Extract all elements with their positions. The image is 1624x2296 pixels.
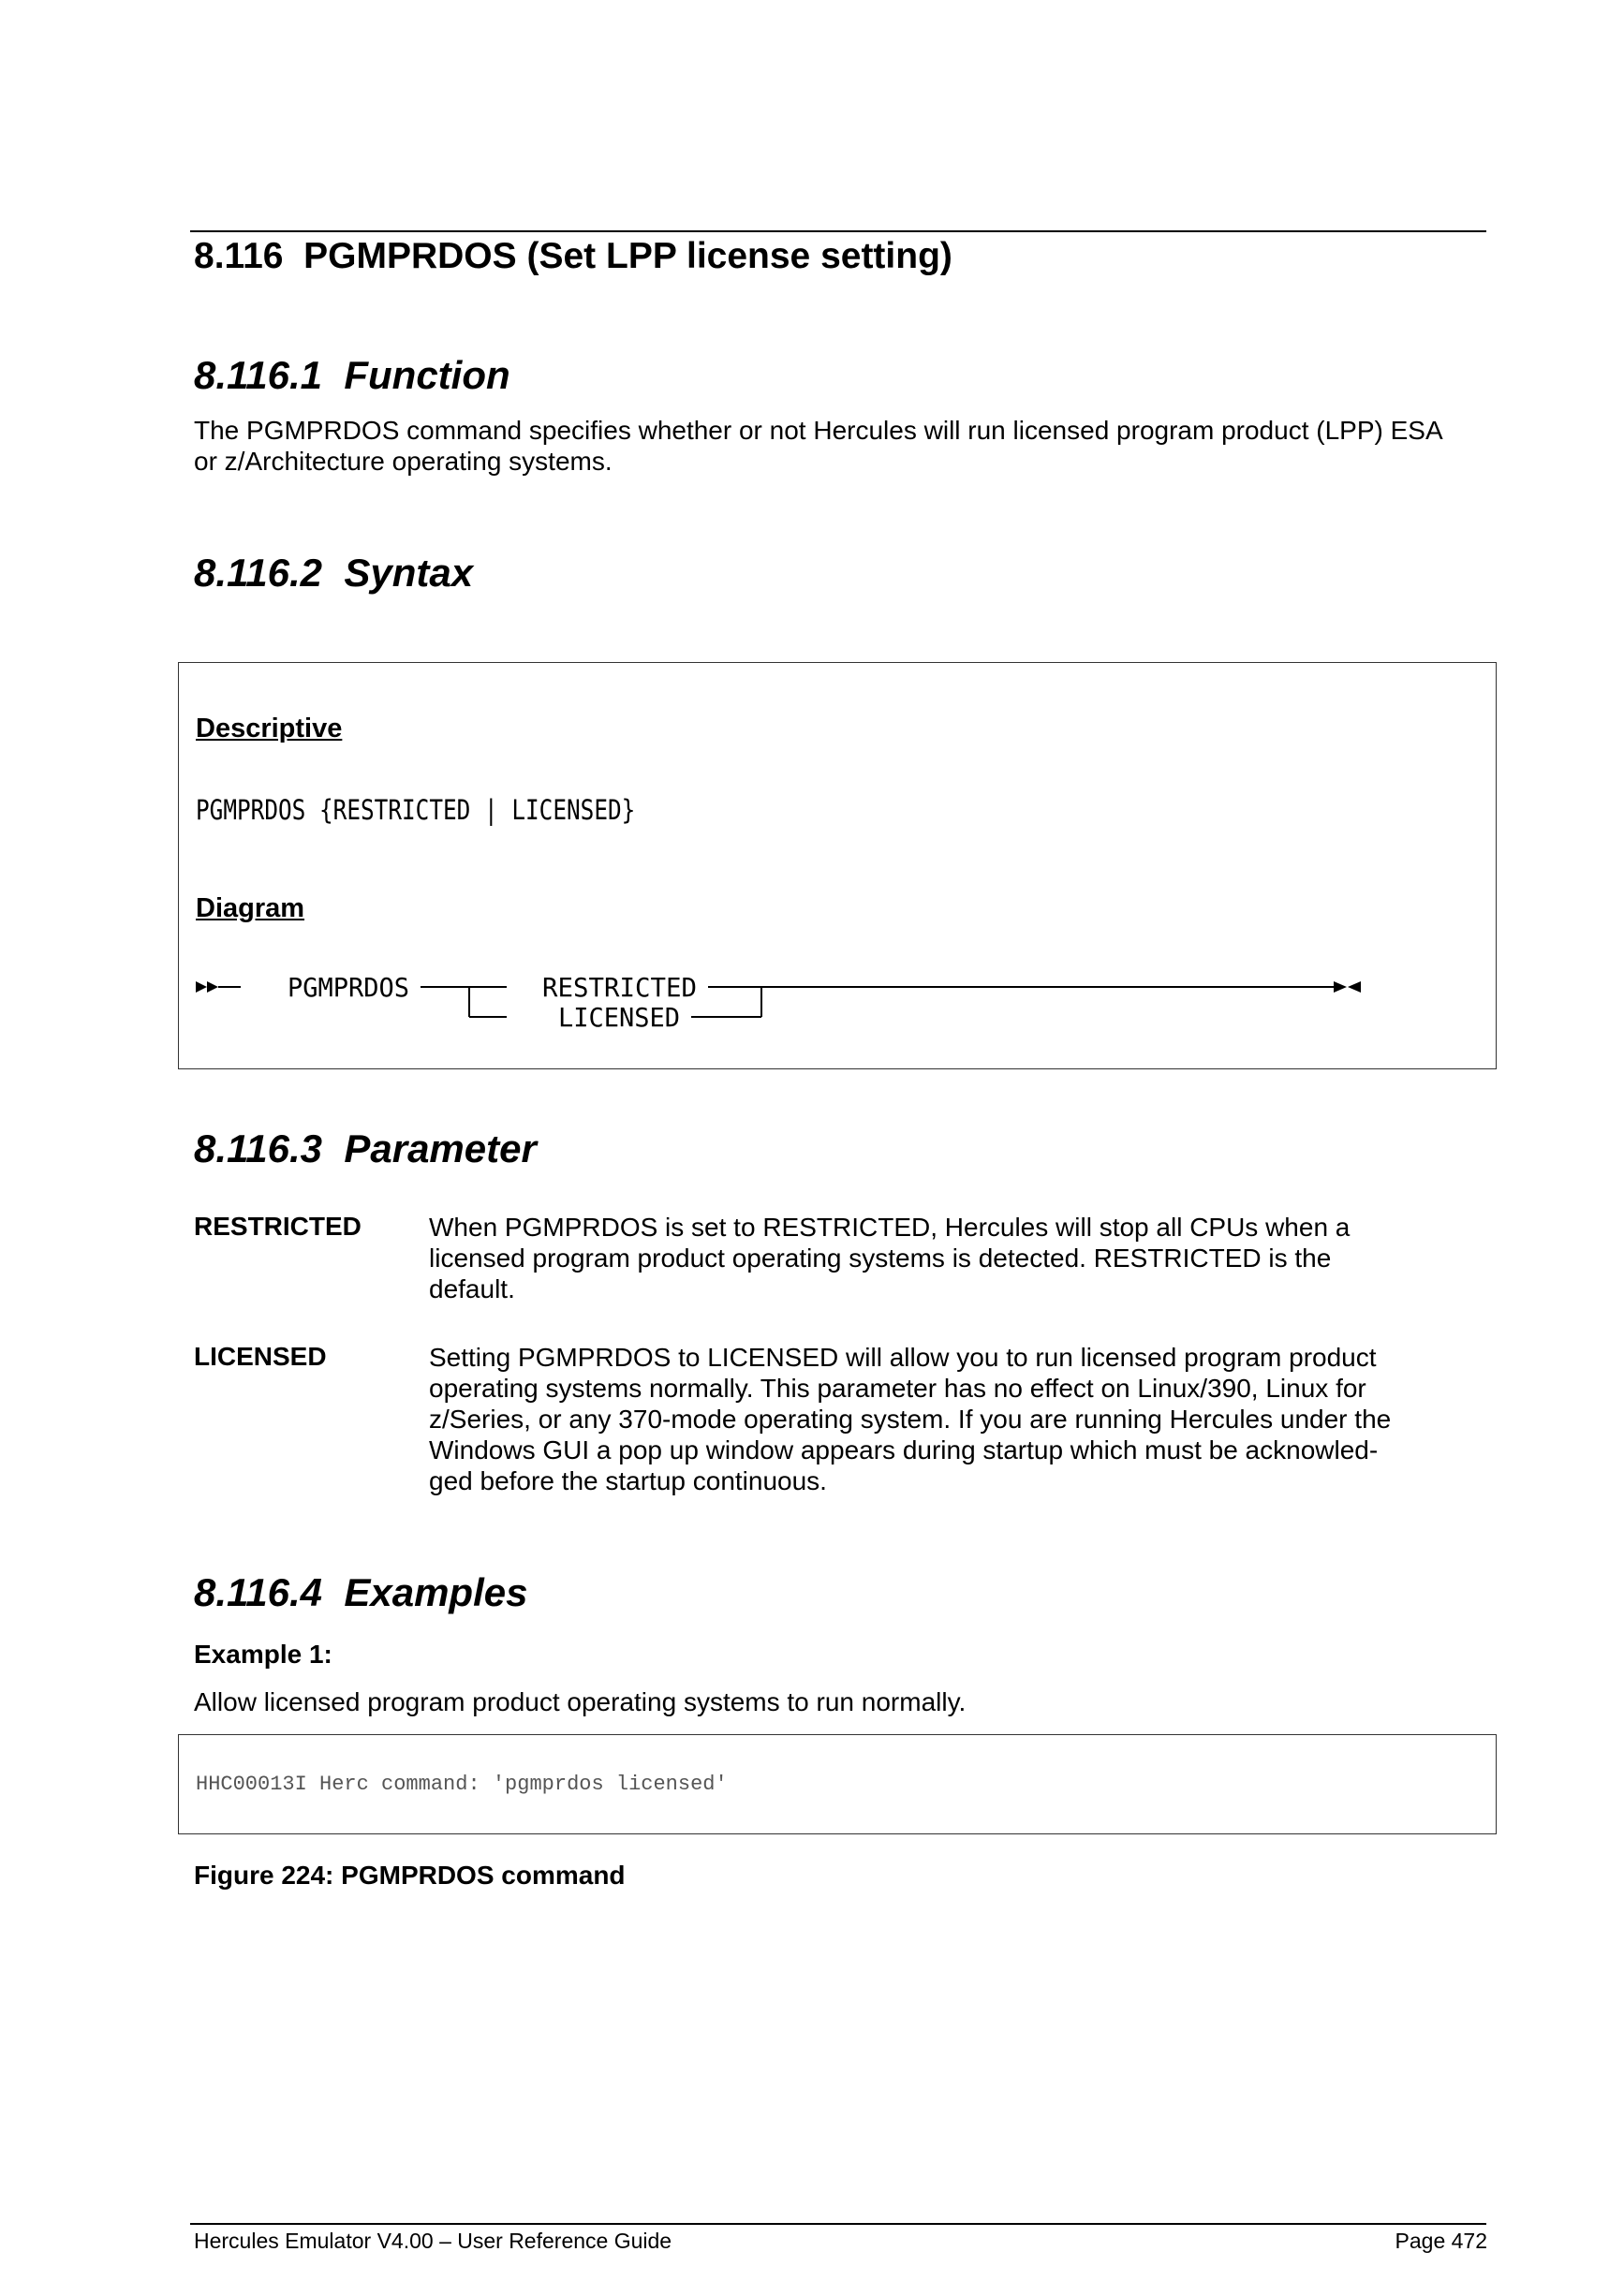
param-desc-line: Windows GUI a pop up window appears during startup which must be acknowled- bbox=[429, 1435, 1379, 1464]
examples-heading bbox=[194, 1570, 527, 1615]
syntax-heading-number: 8.116.2 bbox=[194, 551, 323, 595]
parameter-heading-text: Parameter bbox=[344, 1126, 537, 1170]
page-number: Page 472 bbox=[1395, 2229, 1487, 2253]
param-desc-line: default. bbox=[429, 1274, 515, 1303]
parameter-heading bbox=[194, 1126, 537, 1171]
param-desc-line: Setting PGMPRDOS to LICENSED will allow you to run licensed program product bbox=[429, 1343, 1377, 1372]
syntax-heading-text: Syntax bbox=[344, 551, 474, 595]
example-text: Allow licensed program product operating systems to run normally. bbox=[194, 1687, 967, 1716]
section-title-text: PGMPRDOS (Set LPP license setting) bbox=[303, 236, 952, 276]
diagram-command: PGMPRDOS bbox=[288, 972, 409, 1003]
syntax-heading bbox=[194, 551, 473, 596]
function-text: The PGMPRDOS command specifies whether or not Hercules will run licensed program product (LPP) ESA or z/Architecture operating systems. bbox=[194, 416, 1442, 476]
start-arrow-1 bbox=[196, 981, 207, 993]
descriptive-label: Descriptive bbox=[196, 714, 343, 743]
end-arrow-left bbox=[1348, 981, 1361, 993]
function-heading-text: Function bbox=[344, 353, 510, 397]
descriptive-syntax: PGMPRDOS {RESTRICTED | LICENSED} bbox=[196, 794, 636, 826]
footer-rule bbox=[190, 2223, 1486, 2225]
param-name-restricted: RESTRICTED bbox=[194, 1212, 362, 1241]
start-arrow-2 bbox=[207, 981, 218, 993]
end-arrow-right bbox=[1334, 981, 1347, 993]
railroad-diagram bbox=[179, 663, 1496, 1068]
diagram-option-restricted: RESTRICTED bbox=[542, 972, 697, 1003]
diagram-option-licensed: LICENSED bbox=[558, 1002, 680, 1033]
section-number: 8.116 bbox=[194, 236, 284, 276]
parameter-heading-number: 8.116.3 bbox=[194, 1126, 323, 1170]
example-label: Example 1: bbox=[194, 1640, 332, 1669]
param-desc-line: When PGMPRDOS is set to RESTRICTED, Hercules will stop all CPUs when a bbox=[429, 1213, 1351, 1242]
param-desc-line: z/Series, or any 370-mode operating system. If you are running Hercules under the bbox=[429, 1405, 1392, 1434]
top-rule bbox=[190, 230, 1486, 232]
section-title bbox=[194, 236, 952, 277]
param-name-licensed: LICENSED bbox=[194, 1342, 327, 1371]
code-line: HHC00013I Herc command: 'pgmprdos licensed' bbox=[196, 1773, 728, 1796]
examples-heading-text: Examples bbox=[344, 1570, 528, 1614]
figure-caption: Figure 224: PGMPRDOS command bbox=[194, 1861, 626, 1890]
param-desc-line: operating systems normally. This parameter has no effect on Linux/390, Linux for bbox=[429, 1374, 1366, 1403]
param-desc-line: ged before the startup continuous. bbox=[429, 1466, 827, 1495]
param-desc-licensed bbox=[429, 1342, 1469, 1496]
function-heading-number: 8.116.1 bbox=[194, 353, 323, 397]
syntax-box bbox=[178, 662, 1497, 1069]
diagram-label: Diagram bbox=[196, 893, 305, 923]
param-desc-restricted bbox=[429, 1212, 1469, 1304]
param-desc-line: licensed program product operating systems is detected. RESTRICTED is the bbox=[429, 1244, 1332, 1273]
function-heading bbox=[194, 353, 510, 398]
examples-heading-number: 8.116.4 bbox=[194, 1570, 323, 1614]
footer-left: Hercules Emulator V4.00 – User Reference Guide bbox=[194, 2229, 672, 2253]
